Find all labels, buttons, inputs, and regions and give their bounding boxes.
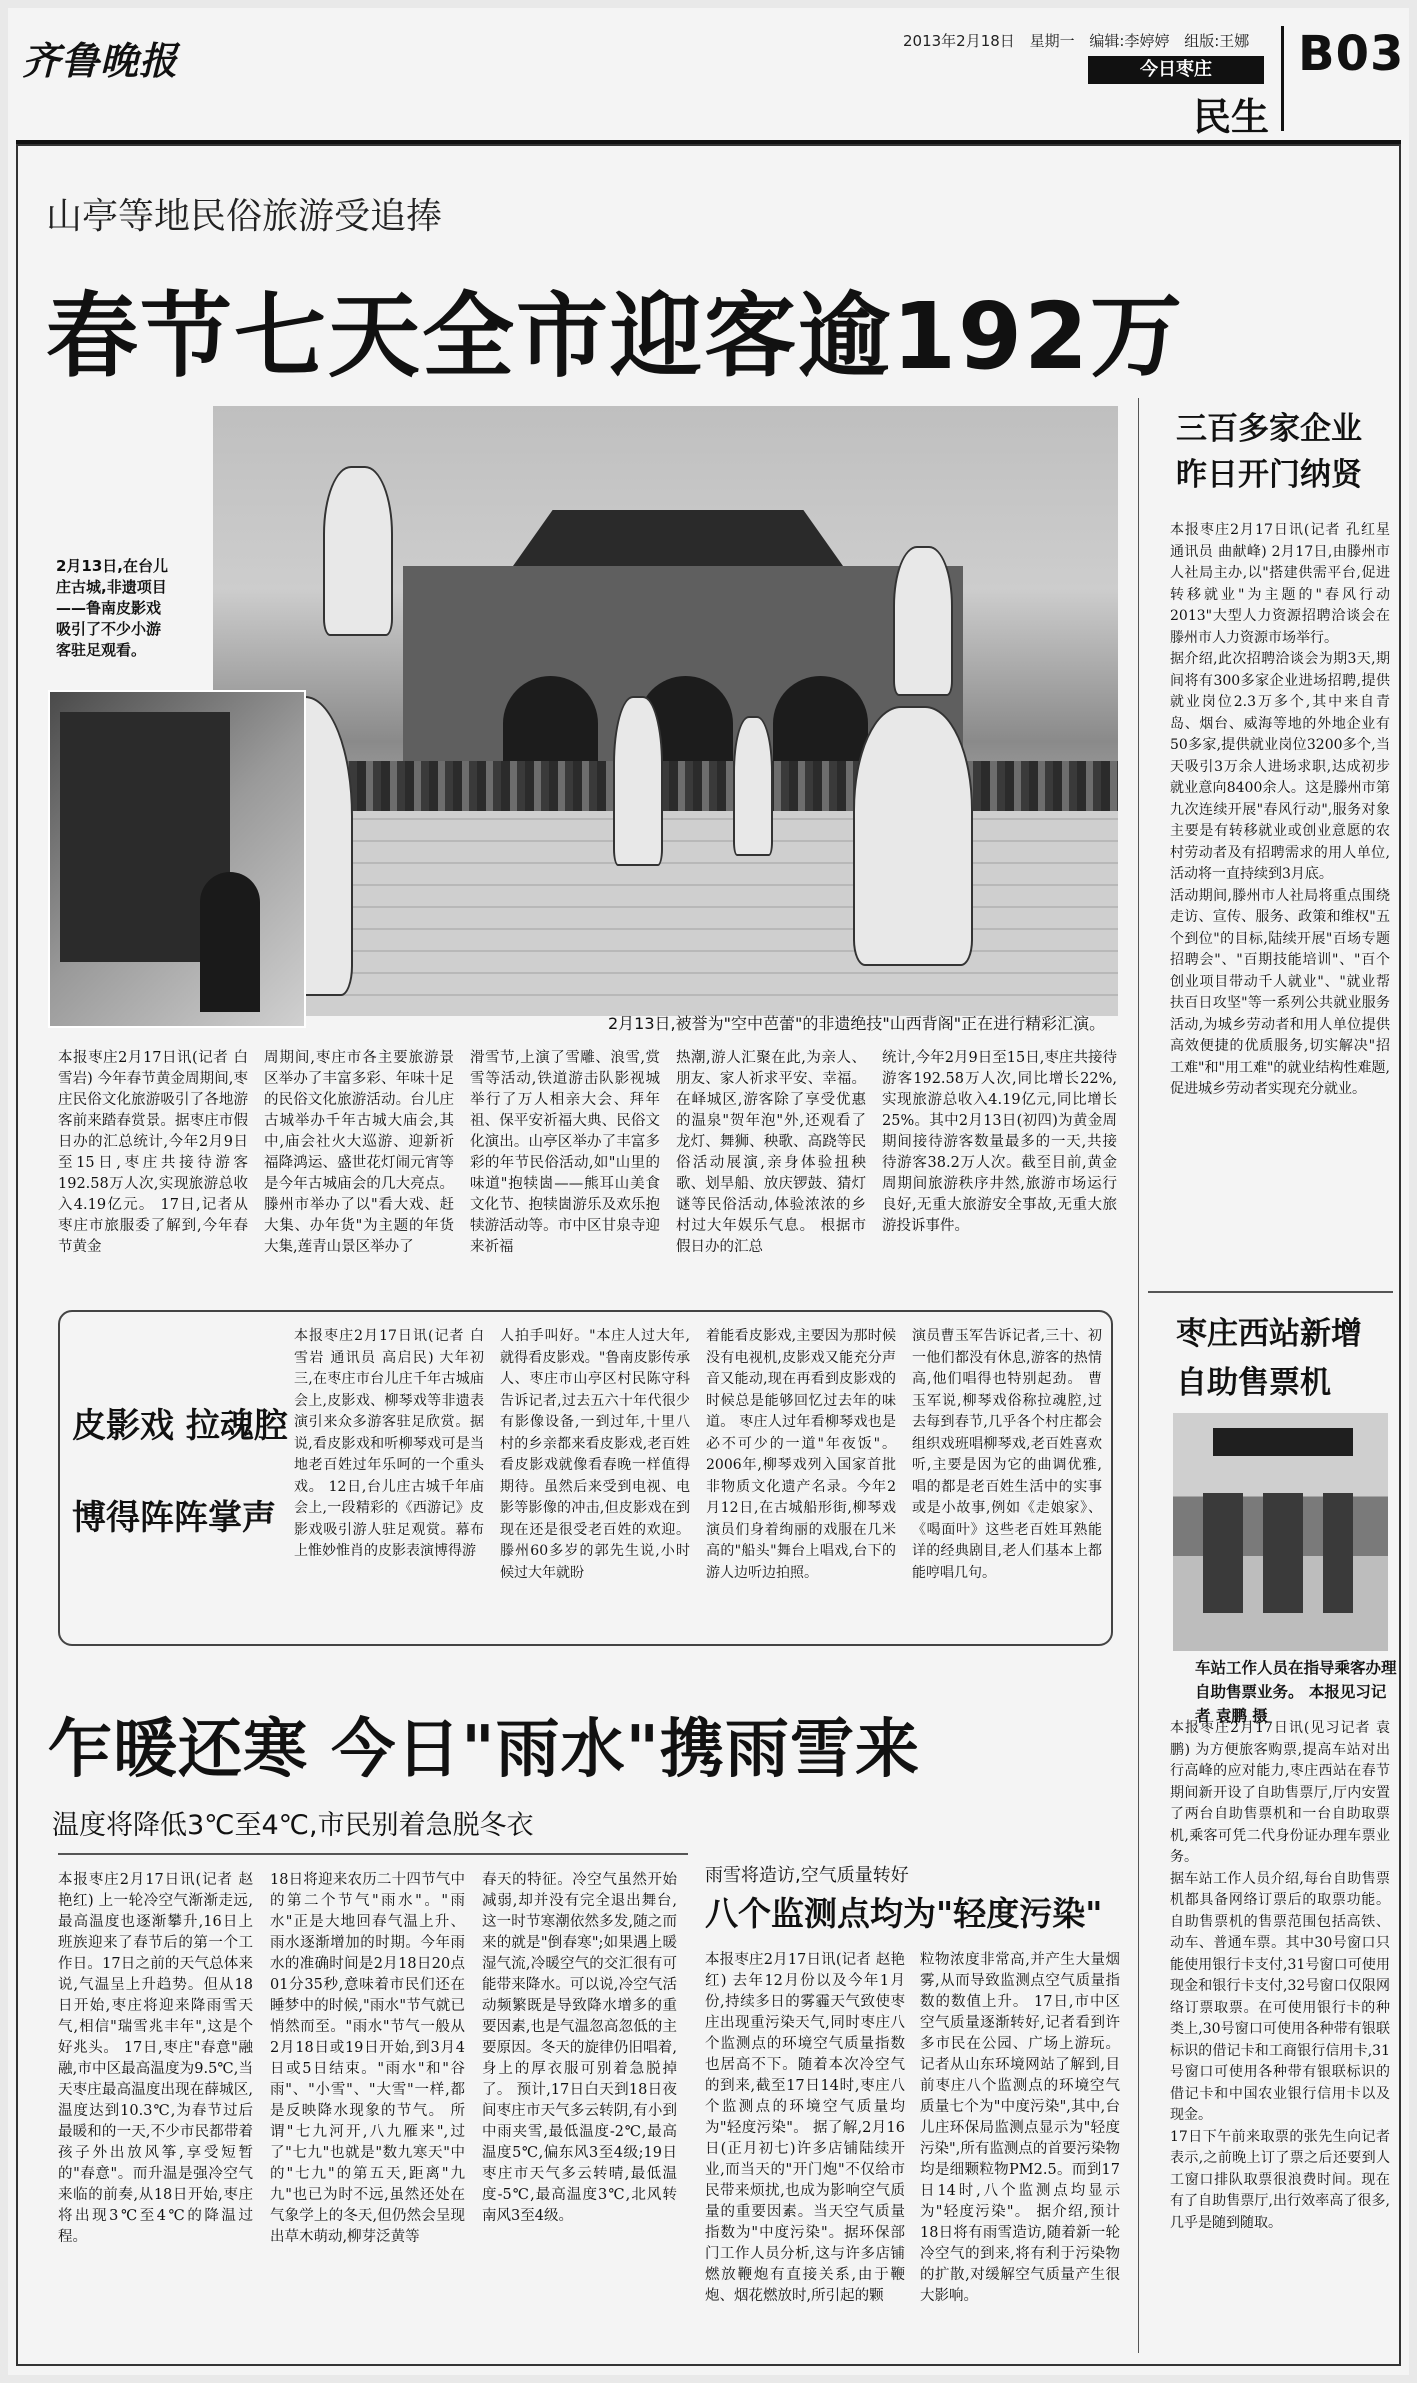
station-body: 本报枣庄2月17日讯(见习记者 袁鹏) 为方便旅客购票,提高车站对出行高峰的应对能力,枣庄西站在春节期间新开设了自助售票厅,厅内安置了两台自助售票机和一台自助取票机,乘客可凭二代身份证办理车票业务。 据车站工作人员介绍,每台自助售票机都具备网络订票后的取票功能。自助售票机的售票范围包括高铁、动车、普通车票。其中30号窗口只能使用银行卡支付,31号窗口可使用现金和银行卡支付,32号窗口仅限网络订票取票。在可使用银行卡的种类上,30号窗口可使用各种带有银联标识的借记卡和工商银行信用卡,31号窗口可使用各种带有银联标识的借记卡和中国农业银行信用卡以及现金。 17日下午前来取票的张先生向记者表示,之前晚上订了票之后还要到人工窗口排队取票很浪费时间。现在有了自助售票厅,出行效率高了很多,几乎是随到随取。 — [1170, 1720, 1390, 2231]
performer-figure — [733, 716, 773, 856]
weather-subhead: 温度将降低3℃至4℃,市民别着急脱冬衣 — [52, 1810, 534, 1841]
main-col-3: 滑雪节,上演了雪雕、浪雪,赏雪等活动,铁道游击队影视城举行了万人相亲大会、拜年祖、保平安祈福大典、民俗文化演出。山亭区举办了丰富多彩的年节民俗活动,如"山里的味道"抱犊崮——熊耳山美食文化节、抱犊崮游乐及欢乐抱犊游活动等。市中区甘泉寺迎来祈福 — [470, 1050, 660, 1255]
issue-weekday: 星期一 — [1029, 32, 1075, 50]
shadow-col-3: 着能看皮影戏,主要因为那时候没有电视机,皮影戏又能充分声音又能动,现在再看到皮影戏的时候总是能够回忆过去年的味道。 枣庄人过年看柳琴戏也是必不可少的一道"年夜饭"。2006年,柳琴戏列入国家首批非物质文化遗产名录。今年2月12日,在古城船形街,柳琴戏演员们身着绚丽的戏服在几米高的"船头"舞台上唱戏,台下的游人边听边拍照。 — [706, 1328, 896, 1581]
station-title-2: 自助售票机 — [1176, 1365, 1331, 1401]
header-divider — [1281, 26, 1284, 131]
inset-photo — [48, 690, 306, 1028]
page-number: B03 — [1298, 26, 1405, 82]
spectator — [200, 872, 260, 1012]
main-col-4: 热潮,游人汇聚在此,为亲人、朋友、家人祈求平安、幸福。在峄城区,游客除了享受优惠的温泉"贺年泡"外,还观看了龙灯、舞狮、秧歌、高跷等民俗活动展演,亲身体验扭秧歌、划旱船、放庆锣鼓、猜灯谜等民俗活动,体验浓浓的乡村过大年娱乐气息。 根据市假日办的汇总 — [676, 1050, 866, 1255]
ticket-hall-sign — [1213, 1428, 1353, 1456]
shadow-play-title-2: 博得阵阵掌声 — [72, 1498, 276, 1538]
gate-roof — [513, 496, 843, 566]
main-col-5: 统计,今年2月9日至15日,枣庄共接待游客192.58万人次,同比增长22%,实现旅游总收入4.19亿元,同比增长25%。其中2月13日(初四)为黄金周期间接待游客数量最多的一天,共接待游客38.2万人次。截至目前,黄金周期间旅游秩序井然,旅游市场运行良好,无重大旅游安全事故,无重大旅游投诉事件。 — [882, 1050, 1117, 1234]
masthead-logo: 齐鲁晚报 — [22, 38, 179, 83]
jobs-body: 本报枣庄2月17日讯(记者 孔红星 通讯员 曲献峰) 2月17日,由滕州市人社局主办,以"搭建供需平台,促进转移就业"为主题的"春风行动2013"大型人力资源招聘洽谈会在滕州市人力资源市场举行。 据介绍,此次招聘洽谈会为期3天,期间将有300多家企业进场招聘,提供就业岗位2.3万多个,其中来自青岛、烟台、威海等地的外地企业有50多家,提供就业岗位3200多个,当天吸引3万余人进场求职,达成初步就业意向8400余人。这是滕州市第九次连续开展"春风行动",服务对象主要是有转移就业或创业意愿的农村劳动者及有招聘需求的用人单位,活动将一直持续到3月底。 活动期间,滕州市人社局将重点围绕走访、宣传、服务、政策和维权"五个到位"的目标,陆续开展"百场专题招聘会"、"百期技能培训"、"百个创业项目带动千人就业"、"就业帮扶百日攻坚"等一系列公共就业服务活动,为城乡劳动者和用人单位提供高效便捷的优质服务,切实解决"招工难"和"用工难"的就业结构性难题,促进城乡劳动者实现充分就业。 — [1170, 522, 1390, 1097]
issue-date: 2013年2月18日 — [903, 32, 1015, 50]
jobs-title-2: 昨日开门纳贤 — [1176, 457, 1362, 493]
hero-caption: 2月13日,被誉为"空中芭蕾"的非遗绝技"山西背阁"正在进行精彩汇演。 — [608, 1014, 1106, 1033]
shadow-col-1: 本报枣庄2月17日讯(记者 白雪岩 通讯员 高启民) 大年初三,在枣庄市台儿庄千年古城庙会上,皮影戏、柳琴戏等非遗表演引来众多游客驻足欣赏。据说,看皮影戏和听柳琴戏可是当地老百姓过年乐呵的一个重头戏。 12日,台儿庄古城千年庙会上,一段精彩的《西游记》皮影戏吸引游人驻足观赏。幕布上惟妙惟肖的皮影表演博得游 — [294, 1328, 484, 1559]
station-title-1: 枣庄西站新增 — [1176, 1316, 1362, 1352]
section-label: 今日枣庄 — [1088, 56, 1264, 84]
performer-figure — [323, 466, 393, 636]
editor-credit: 编辑:李婷婷 — [1089, 32, 1170, 50]
jobs-title-1: 三百多家企业 — [1176, 411, 1362, 447]
designer-credit: 组版:王娜 — [1184, 32, 1250, 50]
main-col-2: 周期间,枣庄市各主要旅游景区举办了丰富多彩、年味十足的民俗文化旅游活动。台儿庄古城举办千年古城大庙会,其中,庙会社火大巡游、迎新祈福降鸿运、盛世花灯闹元宵等是今年古城庙会的几大亮点。滕州市举办了以"看大戏、赶大集、办年货"为主题的年货大集,莲青山景区举办了 — [264, 1050, 454, 1255]
air-kicker: 雨雪将造访,空气质量转好 — [705, 1865, 909, 1886]
weather-col-3: 春天的特征。冷空气虽然开始减弱,却并没有完全退出舞台,这一时节寒潮依然多发,随之而来的就是"倒春寒";如果遇上暖湿气流,冷暖空气的交汇很有可能带来降水。可以说,冷空气活动频繁既是导致降水增多的重要因素,也是气温忽高忽低的主要原因。冬天的旋律仍旧唱着,身上的厚衣服可别着急脱掉了。 预计,17日白天到18日夜间枣庄市天气多云转阴,有小到中雨夹雪,最低温度-2℃,最高温度5℃,偏东风3至4级;19日枣庄市天气多云转晴,最低温度-5℃,最高温度3℃,北风转南风3至4级。 — [482, 1872, 677, 2224]
sidebar-divider — [1138, 398, 1139, 2353]
air-headline: 八个监测点均为"轻度污染" — [705, 1894, 1103, 1933]
performer-figure — [853, 706, 973, 966]
sidebar-rule — [1148, 1291, 1393, 1293]
weather-rule — [58, 1853, 688, 1855]
station-caption: 车站工作人员在指导乘客办理自助售票业务。 本报见习记者 袁鹏 摄 — [1195, 1659, 1397, 1725]
category-label: 民生 — [1193, 95, 1270, 139]
ticket-kiosk — [1263, 1493, 1303, 1613]
main-headline: 春节七天全市迎客逾192万 — [46, 283, 1185, 390]
main-kicker: 山亭等地民俗旅游受追捧 — [46, 196, 443, 237]
newspaper-page — [8, 8, 1409, 2375]
air-col-2: 粒物浓度非常高,并产生大量烟雾,从而导致监测点空气质量指数的数值上升。 17日,市中区空气质量逐渐转好,记者看到许多市民在公园、广场上游玩。记者从山东环境网站了解到,目前枣庄八个监测点的环境空气质量七个为"中度污染",其中,台儿庄环保局监测点显示为"轻度污染",所有监测点的首要污染物均是细颗粒物PM2.5。而到17日14时,八个监测点均显示为"轻度污染"。 据介绍,预计18日将有雨雪造访,随着新一轮冷空气的到来,将有利于污染物的扩散,对缓解空气质量产生很大影响。 — [920, 1952, 1120, 2304]
shadow-col-4: 演员曹玉军告诉记者,三十、初一他们都没有休息,游客的热情高,他们唱得也特别起劲。 曹玉军说,柳琴戏俗称拉魂腔,过去每到春节,几乎各个村庄都会组织戏班唱柳琴戏,老百姓喜欢听,主要是因为它的曲调优雅,唱的都是老百姓生活中的实事或是小故事,例如《走娘家》、《喝面叶》这些老百姓耳熟能详的经典剧目,老人们基本上都能哼唱几句。 — [912, 1328, 1102, 1581]
passenger-figure — [1323, 1493, 1353, 1613]
performer-figure — [893, 546, 953, 696]
air-col-1: 本报枣庄2月17日讯(记者 赵艳红) 去年12月份以及今年1月份,持续多日的雾霾天气致使枣庄出现重污染天气,同时枣庄八个监测点的环境空气质量指数也居高不下。随着本次冷空气的到来,截至17日14时,枣庄八个监测点的环境空气质量均为"轻度污染"。 据了解,2月16日(正月初七)许多店铺陆续开业,而当天的"开门炮"不仅给市民带来烦扰,也成为影响空气质量的重要因素。当天空气质量指数为"中度污染"。据环保部门工作人员分析,这与许多店铺燃放鞭炮有直接关系,由于鞭炮、烟花燃放时,所引起的颗 — [705, 1952, 905, 2304]
weather-col-1: 本报枣庄2月17日讯(记者 赵艳红) 上一轮冷空气渐渐走远,最高温度也逐渐攀升,16日上班族迎来了春节后的第一个工作日。17日之前的天气总体来说,气温呈上升趋势。但从18日开始,枣庄将迎来降雨雪天气,相信"瑞雪兆丰年",这是个好兆头。 17日,枣庄"春意"融融,市中区最高温度为9.5℃,当天枣庄最高温度出现在薛城区,温度达到10.3℃,为春节过后最暖和的一天,不少市民都带着孩子外出放风筝,享受短暂的"春意"。而升温是强冷空气来临的前奏,从18日开始,枣庄将出现3℃至4℃的降温过程。 — [58, 1872, 253, 2245]
shadow-play-title-1: 皮影戏 拉魂腔 — [72, 1406, 288, 1446]
shadow-col-2: 人拍手叫好。"本庄人过大年,就得看皮影戏。"鲁南皮影传承人、枣庄市山亭区村民陈守科告诉记者,过去五六十年代很少有影像设备,一到过年,十里八村的乡亲都来看皮影戏,老百姓看皮影戏就像看春晚一样值得期待。虽然后来受到电视、电影等影像的冲击,但皮影戏在到现在还是很受老百姓的欢迎。 滕州60多岁的郭先生说,小时候过大年就盼 — [500, 1328, 690, 1581]
performer-figure — [613, 696, 663, 866]
main-col-1: 本报枣庄2月17日讯(记者 白雪岩) 今年春节黄金周期间,枣庄民俗文化旅游吸引了各地游客前来踏春赏景。据枣庄市假日办的汇总统计,今年2月9日至15日,枣庄共接待游客192.58万人次,实现旅游总收入4.19亿元。 17日,记者从枣庄市旅服委了解到,今年春节黄金 — [58, 1050, 248, 1255]
weather-col-2: 18日将迎来农历二十四节气中的第二个节气"雨水"。"雨水"正是大地回春气温上升、雨水逐渐增加的时期。今年雨水的准确时间是2月18日20点01分35秒,意味着市民们还在睡梦中的时候,"雨水"节气就已悄然而至。"雨水"节气一般从2月18日或19日开始,到3月4日或5日结束。"雨水"和"谷雨"、"小雪"、"大雪"一样,都是反映降水现象的节气。 所谓"七九河开,八九雁来",过了"七九"也就是"数九寒天"中的"七九"的第五天,距离"九九"也已为时不远,虽然还处在气象学上的冬天,但仍然会呈现出草木萌动,柳芽泛黄等 — [270, 1872, 465, 2245]
inset-caption: 2月13日,在台儿庄古城,非遗项目——鲁南皮影戏吸引了不少小游客驻足观看。 — [56, 557, 169, 659]
issue-meta — [903, 30, 1259, 51]
ticket-kiosk — [1203, 1493, 1243, 1613]
weather-headline: 乍暖还寒 今日"雨水"携雨雪来 — [48, 1713, 920, 1787]
hero-photo — [213, 406, 1118, 1016]
station-photo — [1173, 1413, 1388, 1651]
